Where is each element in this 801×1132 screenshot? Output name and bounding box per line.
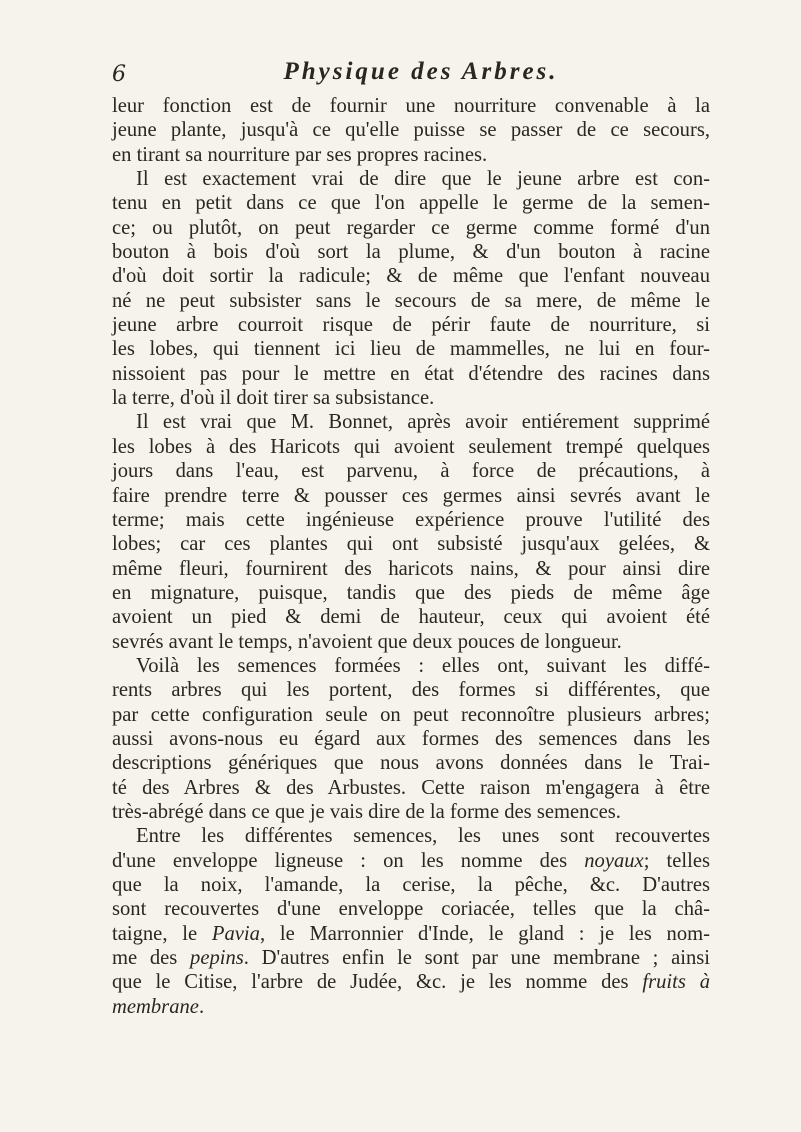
text-segment: aussi avons-nous eu égard aux formes des semences dans les (112, 727, 710, 750)
text-line (112, 703, 710, 727)
text-segment: bouton à bois d'où sort la plume, & d'un bouton à racine (112, 241, 710, 264)
text-line (112, 264, 710, 288)
text-line (112, 94, 710, 118)
text-line (112, 678, 710, 702)
italic-term: noyaux (584, 849, 644, 872)
body-text (112, 94, 710, 1019)
text-line (112, 337, 710, 361)
text-line (112, 216, 710, 240)
text-line (112, 849, 710, 873)
text-segment: ; telles (643, 849, 710, 872)
text-segment: tenu en petit dans ce que l'on appelle le germe de la semen- (112, 192, 710, 215)
text-line (112, 557, 710, 581)
text-line (112, 508, 710, 532)
text-line (112, 995, 710, 1019)
text-line (112, 459, 710, 483)
text-segment: leur fonction est de fournir une nourriture convenable à la (112, 95, 710, 117)
text-segment: né ne peut subsister sans le secours de sa mere, de même le (112, 289, 710, 312)
text-line (112, 313, 710, 337)
text-line (112, 776, 710, 800)
text-segment: Il est exactement vrai de dire que le jeune arbre est con- (136, 168, 710, 191)
text-segment: sevrés avant le temps, n'avoient que deux pouces de longueur. (112, 630, 622, 653)
italic-term: fruits à (642, 971, 710, 994)
text-segment: en mignature, puisque, tandis que des pieds de même âge (112, 581, 710, 604)
text-line (112, 727, 710, 751)
text-segment: par cette configuration seule on peut reconnoître plusieurs arbres; (112, 703, 710, 726)
text-line (112, 873, 710, 897)
text-segment: sont recouvertes d'une enveloppe coriacée, telles que la châ- (112, 898, 710, 921)
text-segment: faire prendre terre & pousser ces germes ainsi sevrés avant le (112, 484, 710, 507)
text-line (112, 143, 710, 167)
page-number: 6 (112, 62, 126, 87)
text-line (112, 362, 710, 386)
text-line (112, 630, 710, 654)
text-line (112, 824, 710, 848)
text-segment: rents arbres qui les portent, des formes si différentes, que (112, 679, 710, 702)
text-line (112, 410, 710, 434)
italic-term: Pavia (211, 922, 260, 945)
text-segment: même fleuri, fournirent des haricots nains, & pour ainsi dire (112, 557, 710, 580)
page-header (112, 56, 702, 90)
text-segment: . (198, 995, 205, 1018)
text-segment: la terre, d'où il doit tirer sa subsistance. (112, 387, 435, 410)
text-segment: jours dans l'eau, est parvenu, à force de précautions, à (112, 460, 710, 483)
text-line (112, 191, 710, 215)
text-line (112, 484, 710, 508)
text-segment: terme; mais cette ingénieuse expérience prouve l'utilité des (112, 508, 710, 531)
text-segment: taigne, le (112, 922, 198, 945)
text-segment: descriptions génériques que nous avons données dans le Trai- (112, 752, 710, 775)
text-segment: d'une enveloppe ligneuse : on les nomme des (112, 849, 568, 872)
text-segment: Voilà les semences formées : elles ont, suivant les diffé- (136, 654, 710, 677)
text-segment: . D'autres enfin le sont par une membrane ; ainsi (243, 947, 710, 970)
text-line (112, 289, 710, 313)
text-line (112, 386, 710, 410)
italic-term: membrane (112, 995, 199, 1018)
text-segment: que le Citise, l'arbre de Judée, &c. je les nomme des (112, 971, 629, 994)
italic-term: pepins (190, 947, 244, 970)
text-line (112, 751, 710, 775)
text-line (112, 654, 710, 678)
text-line (112, 800, 710, 824)
text-line (112, 922, 710, 946)
text-line (112, 532, 710, 556)
text-segment: d'où doit sortir la radicule; & de même que l'enfant nouveau (112, 265, 710, 288)
text-segment: que la noix, l'amande, la cerise, la pêche, &c. D'autres (112, 874, 710, 896)
text-segment: , le Marronnier d'Inde, le gland : je les nom- (259, 922, 710, 945)
text-segment: Il est vrai que M. Bonnet, après avoir entiérement supprimé (136, 411, 710, 434)
text-segment: jeune plante, jusqu'à ce qu'elle puisse se passer de ce secours, (112, 119, 710, 142)
text-line (112, 581, 710, 605)
text-segment: jeune arbre courroit risque de périr faute de nourriture, si (112, 314, 710, 337)
text-segment: Entre les différentes semences, les unes sont recouvertes (136, 825, 710, 848)
text-line (112, 605, 710, 629)
text-line (112, 240, 710, 264)
text-segment: les lobes, qui tiennent ici lieu de mammelles, ne lui en four- (112, 338, 710, 361)
text-segment: très-abrégé dans ce que je vais dire de la forme des semences. (112, 800, 621, 823)
text-segment: nissoient pas pour le mettre en état d'étendre des racines dans (112, 362, 710, 385)
text-segment: les lobes à des Haricots qui avoient seulement trempé quelques (112, 435, 710, 458)
text-segment: ce; ou plutôt, on peut regarder ce germe comme formé d'un (112, 216, 710, 239)
running-title: Physique des Arbres. (283, 58, 559, 85)
text-segment: té des Arbres & des Arbustes. Cette raison m'engagera à être (112, 776, 710, 799)
text-line (112, 970, 710, 994)
text-segment: lobes; car ces plantes qui ont subsisté jusqu'aux gelées, & (112, 533, 710, 556)
text-line (112, 946, 710, 970)
text-segment: me des (112, 947, 178, 970)
text-line (112, 118, 710, 142)
text-segment: en tirant sa nourriture par ses propres racines. (112, 143, 488, 166)
text-line (112, 435, 710, 459)
text-segment: avoient un pied & demi de hauteur, ceux qui avoient été (112, 606, 710, 629)
text-line (112, 897, 710, 921)
text-line (112, 167, 710, 191)
